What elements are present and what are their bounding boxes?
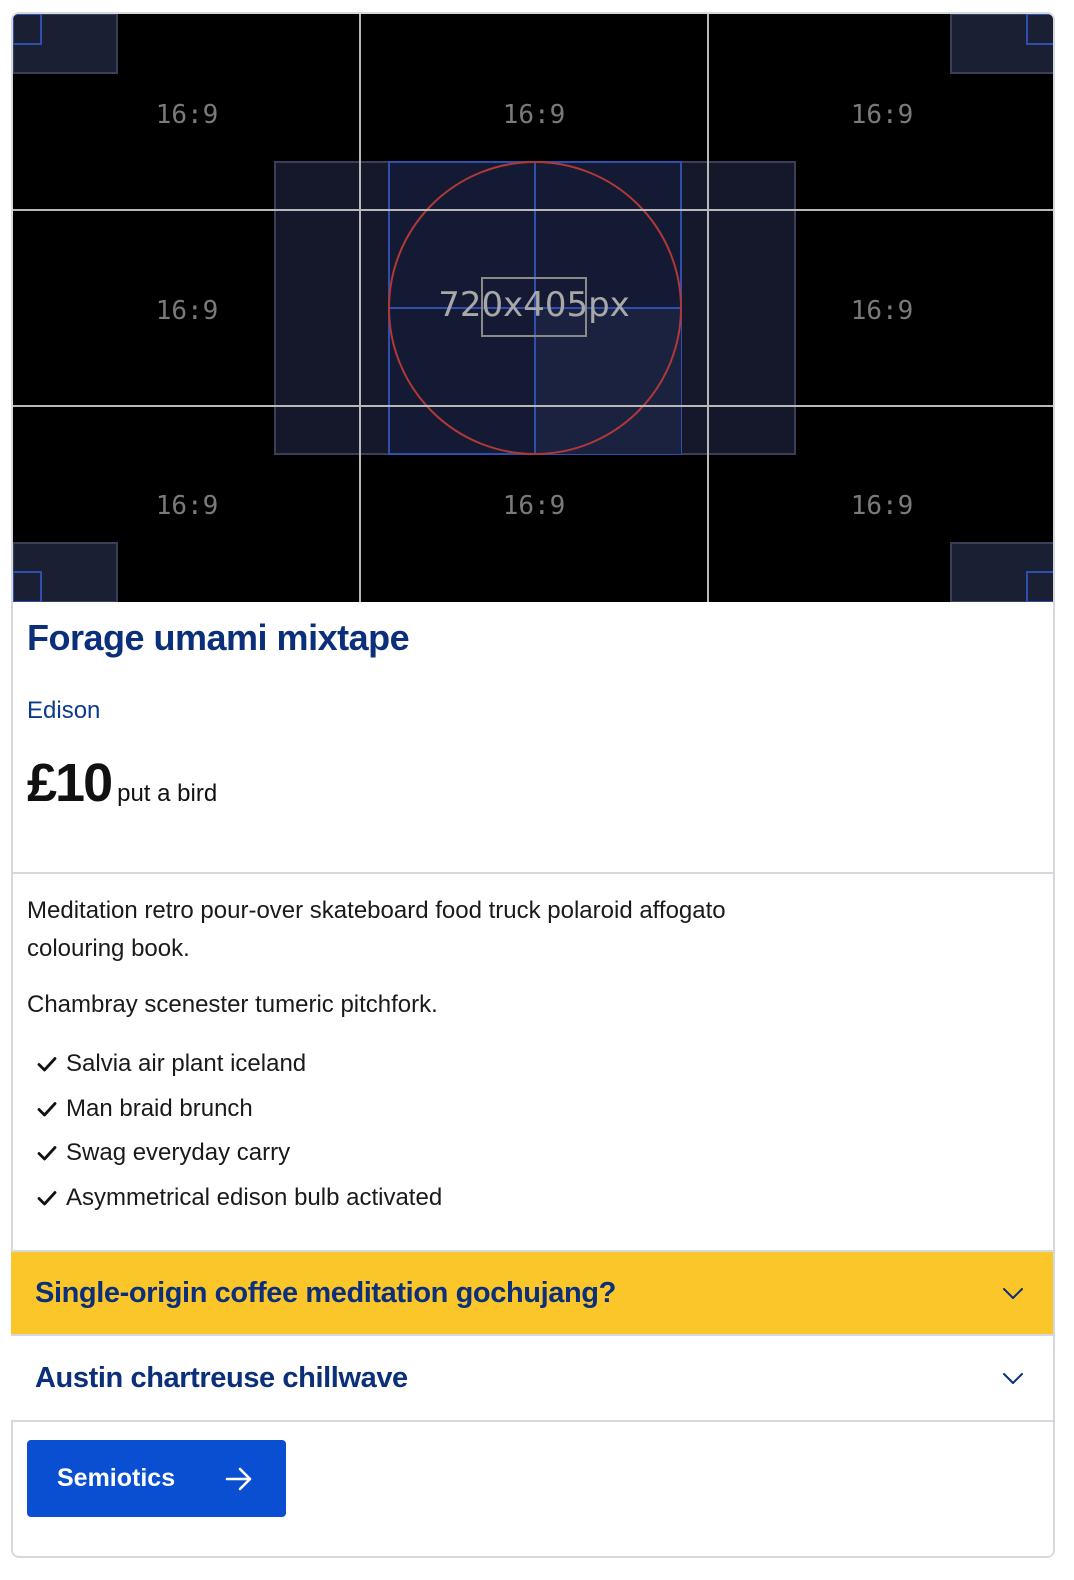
card-title: Forage umami mixtape [27,617,410,658]
ratio-label: 16:9 [850,296,914,326]
ratio-label: 16:9 [850,100,914,130]
check-icon [35,1052,59,1076]
check-icon [35,1186,59,1210]
feature-item [35,1042,807,1087]
ratio-label: 16:9 [502,491,566,521]
price-unit: put a bird [117,780,218,807]
arrow-right-icon [224,1464,254,1494]
card-body [27,892,807,1220]
description-paragraph: Meditation retro pour-over skateboard food truck polaroid affogato colouring book. [27,897,726,962]
price [27,752,217,814]
check-icon [35,1141,59,1165]
feature-label: Asymmetrical edison bulb activated [66,1183,443,1211]
accordion-austin[interactable] [11,1336,1053,1422]
ratio-label: 16:9 [502,100,566,130]
feature-item [35,1131,807,1176]
accordion-label: Austin chartreuse chillwave [35,1361,408,1394]
check-icon [35,1097,59,1121]
ratio-label: 16:9 [155,491,219,521]
price-amount: £10 [27,753,112,813]
venue-name: Edison [27,697,101,724]
chevron-down-icon [1001,1281,1025,1305]
ratio-label: 16:9 [155,296,219,326]
semiotics-button[interactable] [27,1440,286,1517]
feature-item [35,1087,807,1132]
accordion-label: Single-origin coffee meditation gochujang? [35,1276,616,1309]
description-paragraph: Chambray scenester tumeric pitchfork. [27,991,438,1018]
ratio-label: 16:9 [850,491,914,521]
feature-item [35,1176,807,1221]
placeholder-image [13,14,1055,602]
size-label: 720x405px [438,285,630,325]
feature-list [27,1042,807,1220]
feature-label: Man braid brunch [66,1094,253,1122]
feature-label: Swag everyday carry [66,1139,291,1167]
placeholder-graphic [13,14,1055,602]
feature-label: Salvia air plant iceland [66,1050,307,1078]
accordion-single-origin[interactable] [11,1250,1053,1336]
button-label: Semiotics [57,1464,176,1492]
ratio-label: 16:9 [155,100,219,130]
chevron-down-icon [1001,1366,1025,1390]
